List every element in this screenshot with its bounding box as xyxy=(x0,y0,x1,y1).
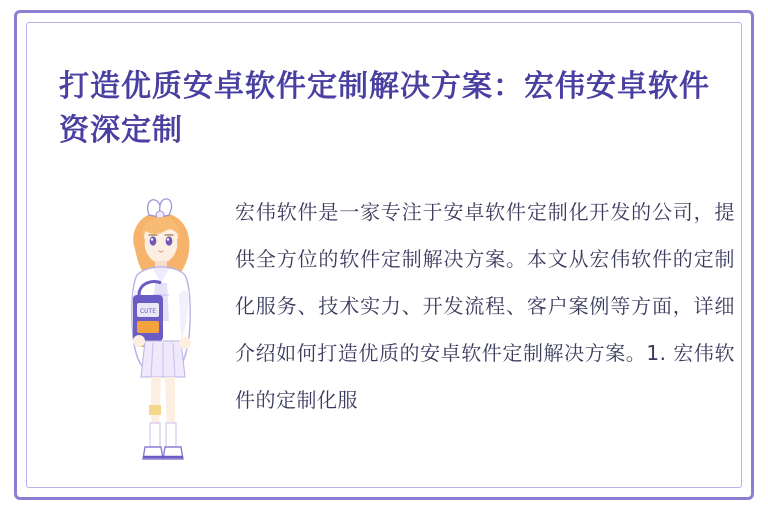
article-card xyxy=(14,10,754,500)
article-body: 宏伟软件是一家专注于安卓软件定制化开发的公司，提供全方位的软件定制解决方案。本文从宏伟软件的定制化服务、技术实力、开发流程、客户案例等方面，详细介绍如何打造优质的安卓软件定制解决方案。1. 宏伟软件的定制化服 xyxy=(235,200,735,412)
svg-text:CUTE: CUTE xyxy=(139,308,157,315)
page-title: 打造优质安卓软件定制解决方案：宏伟安卓软件资深定制 xyxy=(59,69,710,148)
anime-girl-illustration xyxy=(99,191,227,491)
